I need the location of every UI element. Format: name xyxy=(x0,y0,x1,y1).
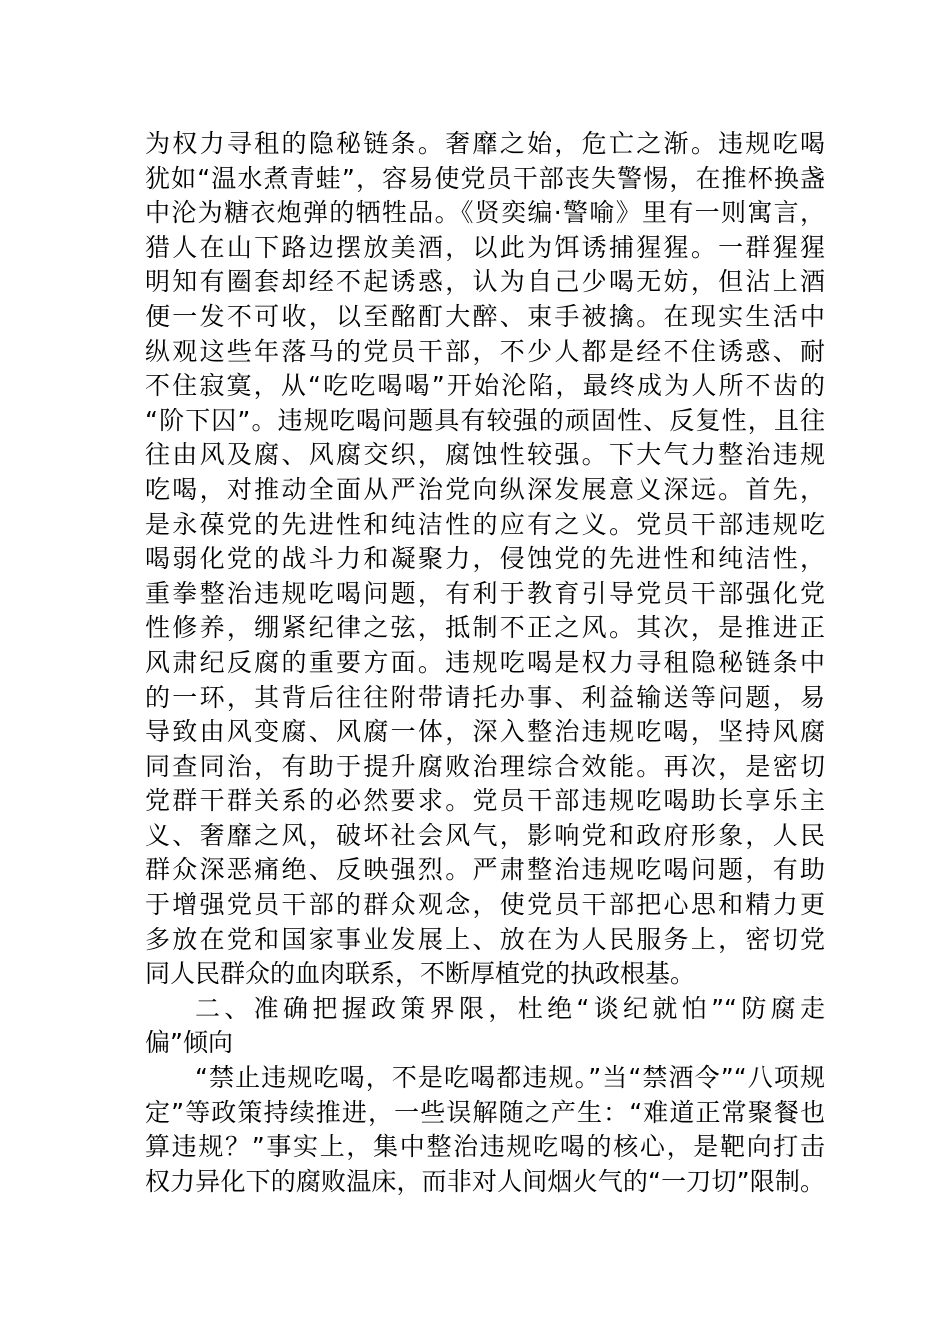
paragraph-line: 权力异化下的腐败温床，而非对人间烟火气的“一刀切”限制。 xyxy=(145,1166,825,1196)
paragraph-line: 导致由风变腐、风腐一体，深入整治违规吃喝，坚持风腐 xyxy=(145,717,825,747)
paragraph-line: 往由风及腐、风腐交织，腐蚀性较强。下大气力整治违规 xyxy=(145,440,825,470)
paragraph-line: 党群干群关系的必然要求。党员干部违规吃喝助长享乐主 xyxy=(145,786,825,816)
section-heading xyxy=(145,992,825,1061)
paragraph-line: 纵观这些年落马的党员干部，不少人都是经不住诱惑、耐 xyxy=(145,336,825,366)
paragraph-line: 猎人在山下路边摆放美酒，以此为饵诱捕猩猩。一群猩猩 xyxy=(145,232,825,262)
paragraph-line: 明知有圈套却经不起诱惑，认为自己少喝无妨，但沾上酒 xyxy=(145,267,825,297)
paragraph-line: 为权力寻租的隐秘链条。奢靡之始，危亡之渐。违规吃喝 xyxy=(145,129,825,158)
paragraph-line: 犹如“温水煮青蛙”，容易使党员干部丧失警惕，在推杯换盏 xyxy=(145,163,825,193)
paragraph-line: 群众深恶痛绝、反映强烈。严肃整治违规吃喝问题，有助 xyxy=(145,855,825,885)
paragraph-line: “阶下囚”。违规吃喝问题具有较强的顽固性、反复性，且往 xyxy=(145,405,825,435)
paragraph-line: 便一发不可收，以至酩酊大醉、束手被擒。在现实生活中 xyxy=(145,301,825,331)
paragraph-line: 多放在党和国家事业发展上、放在为人民服务上，密切党 xyxy=(145,924,825,954)
paragraph-line: 重拳整治违规吃喝问题，有利于教育引导党员干部强化党 xyxy=(145,578,825,608)
paragraph-line: 定”等政策持续推进，一些误解随之产生：“难道正常聚餐也 xyxy=(145,1097,825,1127)
paragraph-line: 吃喝，对推动全面从严治党向纵深发展意义深远。首先， xyxy=(145,474,825,504)
heading-line: 二、准确把握政策界限，杜绝“谈纪就怕”“防腐走 xyxy=(195,993,825,1023)
body-text xyxy=(145,127,825,1199)
paragraph-line: 是永葆党的先进性和纯洁性的应有之义。党员干部违规吃 xyxy=(145,509,825,539)
paragraph-line: 喝弱化党的战斗力和凝聚力，侵蚀党的先进性和纯洁性， xyxy=(145,544,825,574)
paragraph-line: 算违规？”事实上，集中整治违规吃喝的核心，是靶向打击 xyxy=(145,1132,825,1162)
heading-line: 偏”倾向 xyxy=(145,1028,233,1058)
paragraph-line: 不住寂寞，从“吃吃喝喝”开始沦陷，最终成为人所不齿的 xyxy=(145,371,825,401)
paragraph-line: 于增强党员干部的群众观念，使党员干部把心思和精力更 xyxy=(145,890,825,920)
paragraph-line: 的一环，其背后往往附带请托办事、利益输送等问题，易 xyxy=(145,682,825,712)
paragraph-line: 同人民群众的血肉联系，不断厚植党的执政根基。 xyxy=(145,959,696,989)
paragraph-2 xyxy=(145,1061,825,1199)
paragraph-line: 风肃纪反腐的重要方面。违规吃喝是权力寻租隐秘链条中 xyxy=(145,647,825,677)
paragraph-line: “禁止违规吃喝，不是吃喝都违规。”当“禁酒令”“八项规 xyxy=(195,1063,825,1093)
paragraph-line: 性修养，绷紧纪律之弦，抵制不正之风。其次，是推进正 xyxy=(145,613,825,643)
paragraph-1 xyxy=(145,127,825,992)
paragraph-line: 同查同治，有助于提升腐败治理综合效能。再次，是密切 xyxy=(145,751,825,781)
paragraph-line: 义、奢靡之风，破坏社会风气，影响党和政府形象，人民 xyxy=(145,820,825,850)
paragraph-line: 中沦为糖衣炮弹的牺牲品。《贤奕编·警喻》里有一则寓言， xyxy=(145,198,825,228)
